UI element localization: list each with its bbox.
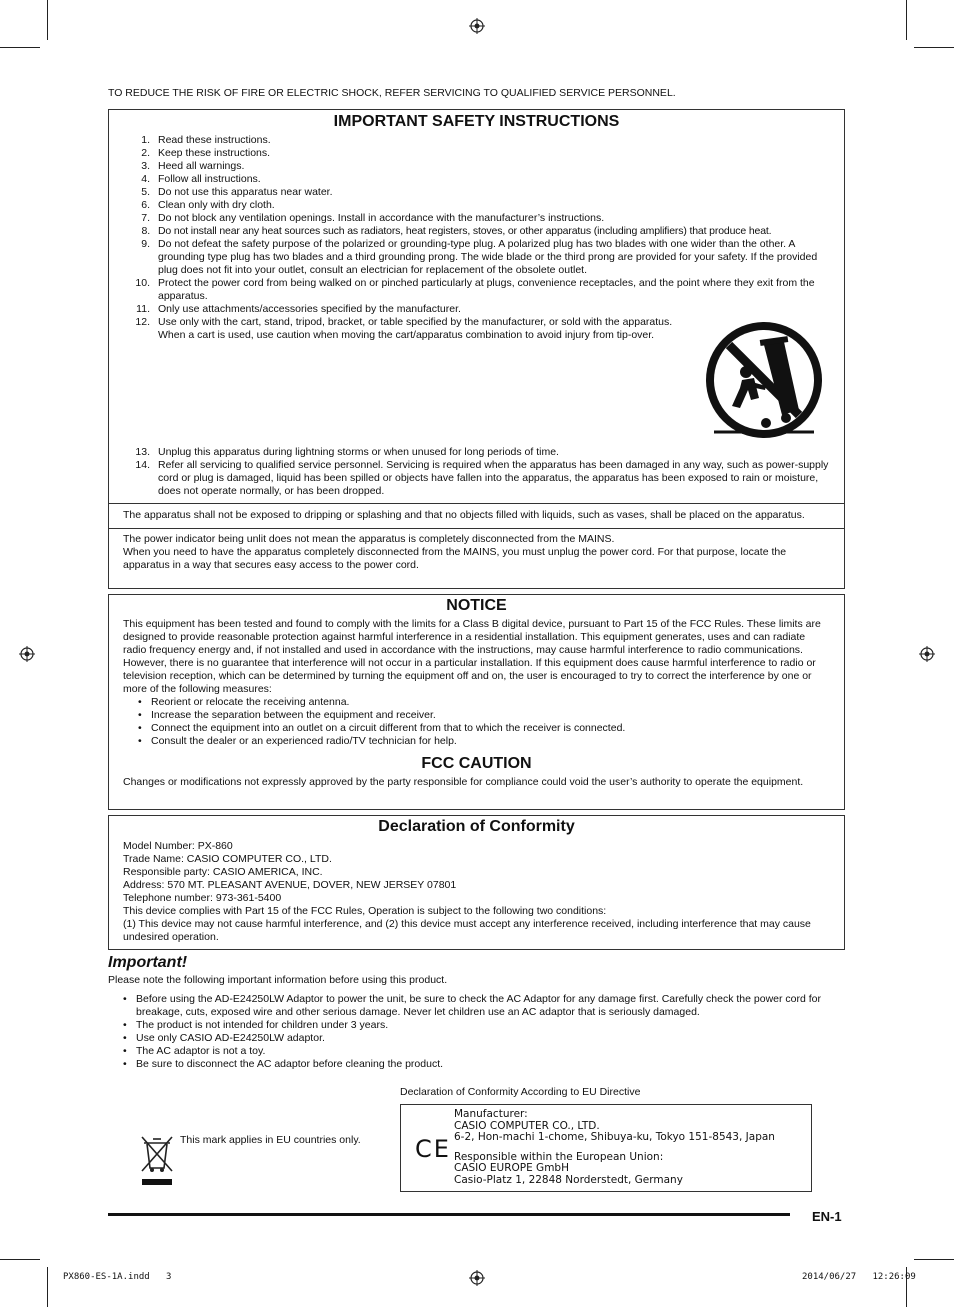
responsible-address: Casio-Platz 1, 22848 Norderstedt, Germany — [454, 1173, 683, 1186]
list-item: • The AC adaptor is not a toy. — [108, 1045, 845, 1058]
fcc-caution-title: FCC CAUTION — [421, 755, 532, 772]
list-item: • The product is not intended for children under 3 years. — [108, 1019, 845, 1032]
list-item: 4. Follow all instructions. — [141, 173, 261, 185]
list-item: 5. Do not use this apparatus near water. — [141, 186, 333, 198]
crop-mark — [906, 0, 907, 40]
notice-title: NOTICE — [446, 597, 507, 614]
eu-heading: Declaration of Conformity According to EU Directive — [400, 1086, 641, 1098]
notice-box — [108, 594, 845, 810]
list-item: • Be sure to disconnect the AC adaptor before cleaning the product. — [108, 1058, 845, 1071]
list-item: • Reorient or relocate the receiving antenna. — [123, 696, 830, 709]
declaration-box — [108, 815, 845, 950]
safety-list — [109, 134, 844, 498]
notice-bullets — [123, 696, 830, 748]
power-text-1: The power indicator being unlit does not mean the apparatus is completely disconnected from the MAINS. — [123, 533, 615, 545]
list-item: 13. Unplug this apparatus during lightning storms or when unused for long periods of time. — [135, 446, 559, 458]
list-item: • Consult the dealer or an experienced radio/TV technician for help. — [123, 735, 830, 748]
file-name: PX860-ES-1A.indd 3 — [63, 1272, 172, 1282]
manufacturer-address: 6-2, Hon-machi 1-chome, Shibuya-ku, Tokyo 151-8543, Japan — [454, 1131, 775, 1143]
fcc-caution-body: Changes or modifications not expressly approved by the party responsible for compliance could void the user’s authority to operate the equipment. — [123, 776, 804, 788]
crop-mark — [47, 0, 48, 40]
list-item: 3. Heed all warnings. — [141, 160, 245, 172]
list-item: 2. Keep these instructions. — [141, 147, 271, 159]
list-item: 1. Read these instructions. — [141, 134, 271, 146]
declaration-line: Telephone number: 973-361-5400 — [123, 892, 282, 904]
page-label: EN-1 — [812, 1209, 842, 1224]
ce-mark-icon: CE — [415, 1135, 451, 1163]
list-item: 7. Do not block any ventilation openings. Install in accordance with the manufacturer’s instructions. — [141, 212, 605, 224]
responsible-label: Responsible within the European Union: — [454, 1150, 664, 1163]
footer-rule — [108, 1213, 790, 1216]
responsible-name: CASIO EUROPE GmbH — [454, 1162, 569, 1174]
declaration-title: Declaration of Conformity — [378, 818, 575, 835]
list-item: 14. Refer all servicing to qualified service personnel. Servicing is required when the apparatus has been damaged in any way, such as power-supply cord or plug is damaged, liquid has been spilled or objects have fallen into the apparatus, the apparatus has been exposed to rain or moisture, does not operate normally, or has been dropped. — [135, 459, 829, 497]
notice-body: This equipment has been tested and found to comply with the limits for a Class B digital device, pursuant to Part 15 of the FCC Rules. These limits are designed to provide reasonable protection against harmful interference in a residential installation. This equipment generates, uses and can radiate radio frequency energy and, if not installed and used in accordance with the instructions, may cause harmful interference to radio communications. However, there is no guarantee that interference will not occur in a particular installation. If this equipment does cause harmful interference to radio or television reception, which can be determined by turning the equipment off and on, the user is encouraged to try to correct the interference by one or more of the following measures: — [123, 618, 821, 695]
dripping-warning — [109, 503, 844, 528]
crop-mark — [914, 1259, 954, 1260]
registration-mark-icon — [919, 646, 935, 662]
crop-mark — [0, 47, 40, 48]
manufacturer-label: Manufacturer: — [454, 1108, 528, 1120]
safety-title: IMPORTANT SAFETY INSTRUCTIONS — [333, 113, 620, 130]
power-text-2: When you need to have the apparatus completely disconnected from the MAINS, you must unplug the power cord. For that purpose, locate the apparatus in a way that secures easy access to the power cord. — [123, 546, 787, 571]
declaration-line: Trade Name: CASIO COMPUTER CO., LTD. — [123, 853, 332, 865]
crop-mark — [0, 1259, 40, 1260]
important-title: Important! — [108, 954, 188, 971]
safety-instructions-box — [108, 109, 845, 589]
dripping-text: The apparatus shall not be exposed to dripping or splashing and that no objects filled with liquids, such as vases, shall be placed on the apparatus. — [123, 509, 805, 521]
important-intro: Please note the following important information before using this product. — [108, 974, 448, 986]
timestamp: 2014/06/27 12:26:09 — [802, 1272, 916, 1282]
weee-note: This mark applies in EU countries only. — [180, 1134, 361, 1146]
cart-tip-over-warning-icon — [704, 320, 824, 440]
list-item: 8. Do not install near any heat sources such as radiators, heat registers, stoves, or other apparatus (including amplifiers) that produce heat. — [141, 225, 772, 237]
registration-mark-icon — [469, 18, 485, 34]
declaration-line: This device complies with Part 15 of the FCC Rules, Operation is subject to the following two conditions: — [123, 905, 607, 917]
declaration-line: Model Number: PX-860 — [123, 840, 233, 852]
important-bullets — [108, 993, 845, 1071]
list-item: 12. Use only with the cart, stand, tripod, bracket, or table specified by the manufacturer, or sold with the apparatus. When a cart is used, use caution when moving the cart/apparatus combination to avoid injury from tip-over. — [135, 316, 673, 341]
list-item: 11. Only use attachments/accessories specified by the manufacturer. — [136, 303, 461, 315]
list-item: • Connect the equipment into an outlet on a circuit different from that to which the receiver is connected. — [123, 722, 830, 735]
eu-details — [454, 1109, 775, 1186]
crop-mark — [47, 1267, 48, 1307]
power-warning — [109, 528, 844, 578]
registration-mark-icon — [469, 1270, 485, 1286]
top-warning: TO REDUCE THE RISK OF FIRE OR ELECTRIC SHOCK, REFER SERVICING TO QUALIFIED SERVICE PERSONNEL. — [108, 87, 676, 99]
declaration-line: Responsible party: CASIO AMERICA, INC. — [123, 866, 323, 878]
declaration-line: (1) This device may not cause harmful interference, and (2) this device must accept any interference received, including interference that may cause undesired operation. — [123, 918, 811, 943]
important-section — [108, 954, 845, 1071]
list-item: 6. Clean only with dry cloth. — [141, 199, 275, 211]
crop-mark — [914, 47, 954, 48]
registration-mark-icon — [19, 646, 35, 662]
list-item: • Use only CASIO AD-E24250LW adaptor. — [108, 1032, 845, 1045]
declaration-line: Address: 570 MT. PLEASANT AVENUE, DOVER, NEW JERSEY 07801 — [123, 879, 457, 891]
manufacturer-name: CASIO COMPUTER CO., LTD. — [454, 1119, 600, 1132]
list-item: • Before using the AD-E24250LW Adaptor to power the unit, be sure to check the AC Adaptor for any damage first. Carefully check the power cord for breakage, cuts, exposed wire and other serious damage. Never let children use an AC adaptor that is seriously damaged. — [108, 993, 845, 1019]
crossed-out-bin-icon — [140, 1134, 174, 1188]
list-item: 10. Protect the power cord from being walked on or pinched particularly at plugs, convenience receptacles, and the point where they exit from the apparatus. — [135, 277, 815, 302]
eu-declaration-box — [400, 1104, 812, 1192]
list-item: • Increase the separation between the equipment and receiver. — [123, 709, 830, 722]
list-item: 9. Do not defeat the safety purpose of the polarized or grounding-type plug. A polarized plug has two blades with one wider than the other. A grounding type plug has two blades and a third grounding prong. The wide blade or the third prong are provided for your safety. If the provided plug does not fit into your outlet, consult an electrician for replacement of the obsolete outlet. — [141, 238, 818, 276]
